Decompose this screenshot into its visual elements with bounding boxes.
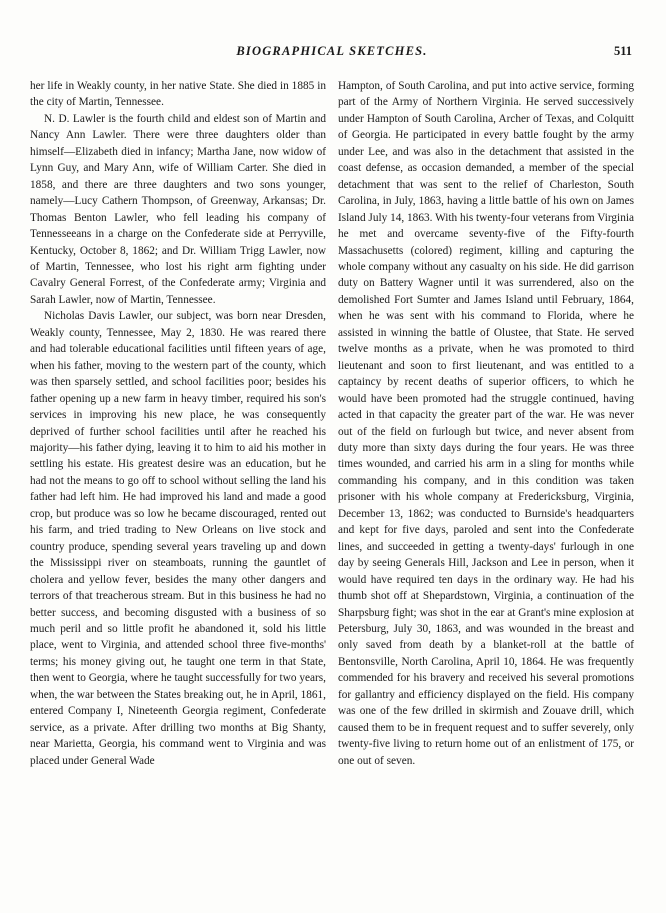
page-number: 511 xyxy=(613,44,632,58)
paragraph: her life in Weakly county, in her native State. She died in 1885 in the city of Martin, Tennessee. xyxy=(30,80,326,109)
paragraph: Hampton, of South Carolina, and put into active service, forming part of the Army of Northern Virginia. He served successively under Hampton of South Carolina, Archer of Texas, and Colquitt of Georgia. He participated in every battle fought by the army under Lee, and was also in the detachment that assisted in the coast defense, as occasion demanded, a member of the special detachment that was sent to the relief of Charleston, South Carolina, in July, 1863, having a little battle of his own on James Island July 14, 1863. With his twenty-four veterans from Virginia he met and overcame seventy-five of the Fifty-fourth Massachusetts (colored) regiment, killing and capturing the whole company without any casualty on his side. He did garrison duty on Battery Wagner until it was surrendered, also on the demolished Fort Sumter and James Island until February, 1864, when he was sent with his command to Florida, where he assisted in winning the battle of Olustee, that State. He served twelve months as a private, when he was promoted to third lieutenant and soon to first lieutenant, and was entitled to a captaincy by recent deaths of superior officers, to which he would have been promoted had the struggle continued, having acted in that capacity the greater part of the war. He was never out of the field on furlough but twice, and never absent from duty more than sixty days during the four years. He was three times wounded, and carried his arm in a sling for months while commanding his company, and in this condition was taken prisoner with his whole company at Fredericksburg, Virginia, December 13, 1862; was conducted to Burnside's headquarters and kept for five days, paroled and sent into the Confederate lines, and succeeded in getting a twenty-days' furlough in one day by seeing Generals Hill, Jackson and Lee in person, when it would have required ten days in the ordinary way. He had his thumb shot off at Shepardstown, Virginia, a continuation of the Sharpsburg fight; was shot in the ear at Grant's mine explosion at Petersburg, July 30, 1863, and was wounded in the breast and only saved from death by a blanket-roll at the battle of Bentonsville, North Carolina, April 10, 1864. He was frequently commended for his bravery and received his several promotions for gallantry and efficiency displayed on the field. His company was one of the few drilled in skirmish and Zouave drill, which caused them to be in frequent request and to suffer severely, only twenty-five living to return home out of an enlistment of 175, or one out of seven. xyxy=(338,80,634,767)
running-head: BIOGRAPHICAL SKETCHES. xyxy=(236,44,428,58)
right-column xyxy=(338,78,634,893)
paragraph: N. D. Lawler is the fourth child and eldest son of Martin and Nancy Ann Lawler. There were three daughters older than himself—Elizabeth died in infancy; Martha Jane, now widow of Lynn Guy, and Mary Ann, wife of William Carter. She died in 1858, and there are three daughters and two sons younger, namely—Lucy Cathern Thompson, of Greenway, Arkansas; Dr. Thomas Benton Lawler, who fell leading his company of Tennesseeans in a charge on the Confederate side at Perryville, Kentucky, October 8, 1862; and Dr. William Trigg Lawler, now of Martin, Tennessee, who lost his right arm fighting under Cavalry General Forrest, of the Confederate army; Virginia and Sarah Lawler, now of Martin, Tennessee. xyxy=(30,112,326,306)
paragraph: Nicholas Davis Lawler, our subject, was born near Dresden, Weakly county, Tennessee, May 2, 1830. He was reared there and had tolerable educational facilities until fifteen years of age, when his father, moving to the western part of the county, which was then sparsely settled, and school facilities poor; besides his father opening up a new farm in heavy timber, required his son's services in improving his new place, he was consequently deprived of further school facilities until after he reached his majority—his father dying, leaving it to him to aid his mother in settling his estate. His greatest desire was an education, but he had not the means to go off to school without selling the land his father had left him. He had improved his land and made a good crop, but produce was so low he became discouraged, rented out his farm, and tried trading to New Orleans on live stock and country produce, spending several years traveling up and down the Mississippi river on steamboats, running the gauntlet of cholera and yellow fever, besides the many other dangers and terrors of that treacherous stream. But in this business he had no better success, and becoming disgusted with a business of so much peril and so little profit he abandoned it, sold his little place, went to Virginia, and attended school three five-months' terms; his money giving out, he taught one term in that State, then went to Georgia, where he taught successfully for two years, when, the war between the States breaking out, he in April, 1861, entered Company I, Nineteenth Georgia regiment, Confederate service, as a private. After drilling two months at Big Shanty, near Marietta, Georgia, his command went to Virginia and was placed under General Wade xyxy=(30,310,326,767)
left-column xyxy=(30,78,326,893)
page-header xyxy=(32,44,632,62)
